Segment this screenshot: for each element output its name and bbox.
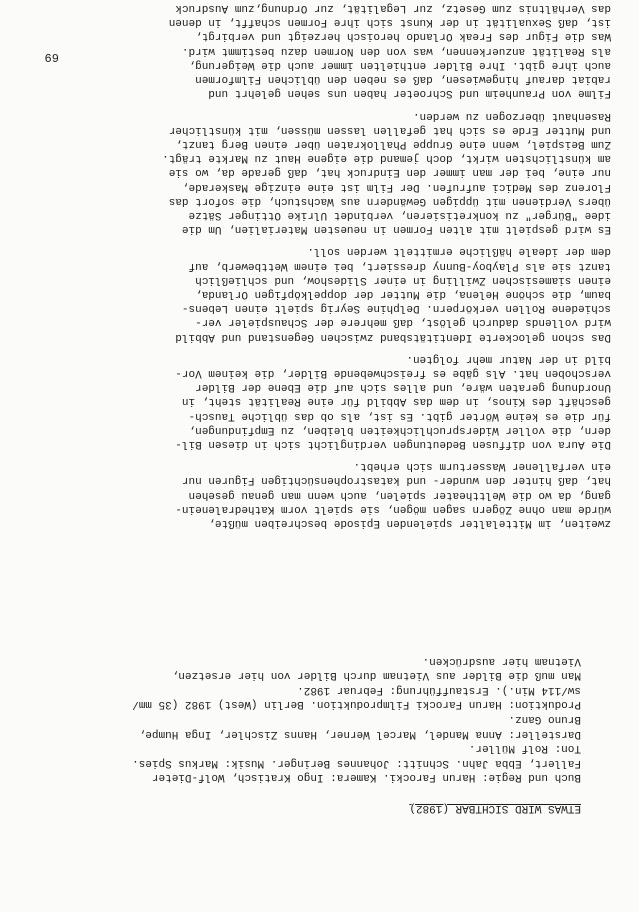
essay-line: Florenz des Medici aufrufen. Der Film ist eine einzige Maskerade, [181, 180, 611, 193]
essay-line: Es wird gespielt mit alten Formen in neuesten Materialien, Um die [181, 223, 611, 236]
page-number: 69 [44, 50, 59, 64]
essay-line: Zum Beispiel, wenn eine Gruppe Phallokraten über einen Berg tanzt, [175, 137, 611, 150]
essay-line: das Verhältnis zum Gesetz, zur Legalität, zur Ordnung,zum Ausdruck [175, 2, 611, 15]
credit-line: Darsteller: Anna Mandel, Marcel Werner, Hanns Zischler, Inga Humpe, [138, 727, 581, 740]
essay-line: nur eine, bei der man immer den Eindruck hat, daß gerade da, wo sie [168, 166, 611, 179]
essay-line: würde man ohne Zögern sagen mögen, sie spielt vorm Kathedralenein- [175, 502, 611, 515]
essay-line: schiedene Rollen verkörpern. Delphine Seyrig spielt einen Lebens- [181, 302, 611, 315]
essay-line: Die Aura von diffusen Bedeutungen verdinglicht sich in diesen Bil- [175, 437, 611, 450]
essay-line: und Mutter Erde es sich hat gefallen lassen müssen, mit künstlicher [168, 123, 611, 136]
essay-line: hat, daß hinter den wunder- und katastrophensüchtigen Figuren nur [181, 474, 611, 487]
credit-line: Vietnam hier ausdrücken. [422, 654, 581, 667]
film-title: ETWAS WIRD SICHTBAR (1982) [409, 802, 581, 814]
essay-line: am künstlichsten wirkt, doch jemand die eigene Haut zu Markte trägt. [162, 152, 611, 165]
essay-line: wird vollends dadurch gelöst, daß mehrere der Schauspieler ver- [195, 316, 611, 329]
essay-line: tanzt sie als Playboy-Bunny dressiert, bei einem Wettbewerb, auf [188, 259, 611, 272]
credit-line: Bruno Ganz. [508, 713, 581, 726]
paragraph-gap [21, 451, 611, 459]
essay-line: dern, die voller Widerspruchlichkeiten bleiben, zu Empfindungen, [188, 423, 611, 436]
essay-line: Rasenhaut überzogen zu werden. [412, 109, 611, 122]
essay-line: Unordnung geraten wäre, und alles sich auf die Ebene der Bilder [195, 381, 611, 394]
essay-line: dem der ideale häßliche ermittelt werden soll. [307, 245, 611, 258]
essay-line: Filme von Praunheim und Schroeter haben uns sehen gelehrt und [208, 87, 611, 100]
essay-line: zweiten, im Mittelalter spielenden Episode beschreiben müßte, [208, 517, 611, 529]
essay-line: auch ihre gibt. Ihre Bilder enthielten immer auch die Weigerung, [188, 58, 611, 71]
essay-line: ein verfallener Wasserturm sich erhebt. [353, 460, 611, 473]
essay-line: bild in der Natur mehr folgten. [406, 352, 611, 365]
paragraph-gap [21, 236, 611, 244]
credit-line: Buch und Regie: Harun Farocki. Kamera: Ingo Kratisch, Wolf-Dieter [151, 771, 581, 784]
essay-line: gang, da wo die Welttheater spielen, auch wenn man genau gesehen [188, 488, 611, 501]
credit-line: Ton: Rolf Müller. [468, 742, 581, 755]
essay-line: für die es keine Wörter gibt. Es ist, als ob das übliche Tausch- [188, 409, 611, 422]
credit-line: Fallert, Ebba Jahn. Schnitt: Johannes Beringer. Musik: Markus Spies. [132, 756, 581, 769]
essay-line: Das schon gelockerte Identitätsband zwischen Gegenstand und Abbild [175, 330, 611, 343]
credit-line: Man muß die Bilder aus Vietnam durch Bilder von hier ersetzen, [171, 669, 581, 682]
essay-line: als Realität anzuerkennen, was von den Normen dazu bestimmt wird. [181, 44, 611, 57]
essay-line: verschoben hat. Als gäbe es freischwebende Bilder, die keinem Vor- [175, 366, 611, 379]
essay-line: geschäft des Kinos, in dem das Abbild für eine Realität steht, in [181, 395, 611, 408]
essay-line: baum, die schöne Helena, die Mutter der doppelköpfigen Orlanda, [195, 287, 611, 300]
essay-line: einen siamesischen Zwilling in einer Slideshow, und schließlich [195, 273, 611, 286]
essay-line: rabiat darauf hingewiesen, daß es neben den üblichen Filmformen [195, 73, 611, 86]
essay-line: idee "Bürger" zu konkretisieren, verbindet Ulrike Ottinger Sätze [188, 208, 611, 221]
paragraph-gap [21, 344, 611, 352]
essay-text [21, 0, 611, 530]
essay-line: ist, daß Sexualität in der Kunst sich ihre Formen schafft, in denen [168, 16, 611, 29]
essay-line: Was die Figur des Freak Orlando heroisch herzeigt und verbirgt, [195, 30, 611, 43]
credit-line: Produktion: Harun Farocki Filmproduktion. Berlin (West) 1982 (35 mm/ [132, 698, 581, 711]
film-credits [21, 653, 581, 815]
essay-line: übers Verdienen mit üppigen Gewändern aus Wachstuch, die sofort das [168, 194, 611, 207]
paragraph-gap [21, 100, 611, 108]
credit-line: sw/114 Min.). Erstaufführung: Februar 1982. [297, 683, 581, 696]
